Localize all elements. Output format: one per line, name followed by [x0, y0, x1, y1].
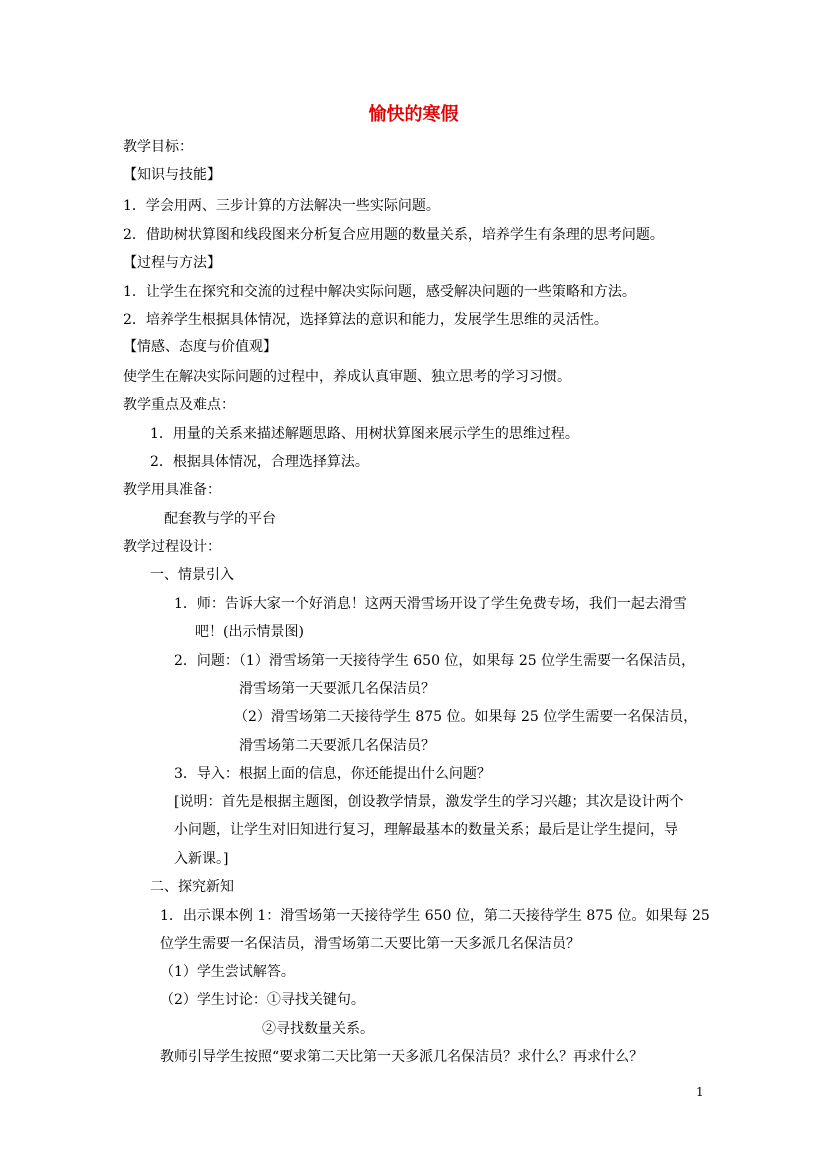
section-heading-process: 【过程与方法】 [123, 255, 221, 271]
paragraph-line: 2．根据具体情况，合理选择算法。 [150, 454, 369, 470]
paragraph-line: 1．用量的关系来描述解题思路、用树状算图来展示学生的思维过程。 [150, 426, 579, 442]
tools-heading: 教学用具准备： [123, 482, 221, 498]
paragraph-line: 2．借助树状算图和线段图来分析复合应用题的数量关系，培养学生有条理的思考问题。 [123, 227, 664, 243]
paragraph-line: （2）滑雪场第二天接待学生 875 位。如果每 25 位学生需要一名保洁员， [234, 709, 698, 725]
page-number: 1 [696, 1085, 704, 1099]
paragraph-line: 滑雪场第二天要派几名保洁员？ [239, 738, 435, 754]
document-title: 愉快的寒假 [368, 104, 459, 125]
paragraph-line: 2．培养学生根据具体情况，选择算法的意识和能力，发展学生思维的灵活性。 [123, 312, 608, 328]
process-heading: 教学过程设计： [123, 539, 221, 555]
paragraph-line: 教师引导学生按照“要求第二天比第一天多派几名保洁员？求什么？再求什么？ [160, 1049, 644, 1065]
key-points-heading: 教学重点及难点： [123, 397, 235, 413]
paragraph-line: 配套教与学的平台 [164, 511, 276, 527]
paragraph-line: ②寻找数量关系。 [262, 1021, 374, 1037]
paragraph-line: 3．导入：根据上面的信息，你还能提出什么问题？ [174, 766, 491, 782]
paragraph-line: 2．问题：（1）滑雪场第一天接待学生 650 位，如果每 25 位学生需要一名保洁员， [174, 653, 696, 669]
paragraph-line: 吧！(出示情景图) [195, 624, 304, 640]
note-line: 小问题，让学生对旧知进行复习，理解最基本的数量关系；最后是让学生提问，导 [174, 822, 678, 838]
paragraph-line: 使学生在解决实际问题的过程中，养成认真审题、独立思考的学习习惯。 [123, 369, 571, 385]
paragraph-line: 滑雪场第一天要派几名保洁员？ [239, 681, 435, 697]
part-heading: 二、探究新知 [150, 879, 234, 895]
section-heading-knowledge: 【知识与技能】 [123, 167, 221, 183]
paragraph-line: （1）学生尝试解答。 [160, 964, 295, 980]
paragraph-line: （2）学生讨论：①寻找关键句。 [160, 992, 365, 1008]
section-heading-emotion: 【情感、态度与价值观】 [123, 339, 277, 355]
paragraph-line: 1．学会用两、三步计算的方法解决一些实际问题。 [123, 198, 440, 214]
objectives-heading: 教学目标： [123, 139, 193, 155]
note-line: [说明：首先是根据主题图，创设教学情景，激发学生的学习兴趣；其次是设计两个 [174, 794, 684, 810]
paragraph-line: 1．师：告诉大家一个好消息！这两天滑雪场开设了学生免费专场，我们一起去滑雪 [174, 596, 687, 612]
paragraph-line: 1．让学生在探究和交流的过程中解决实际问题，感受解决问题的一些策略和方法。 [123, 284, 636, 300]
paragraph-line: 1．出示课本例 1：滑雪场第一天接待学生 650 位，第二天接待学生 875 位。如果每 25 [160, 908, 710, 924]
paragraph-line: 位学生需要一名保洁员，滑雪场第二天要比第一天多派几名保洁员？ [160, 936, 580, 952]
part-heading: 一、情景引入 [150, 567, 234, 583]
note-line: 入新课。] [174, 851, 229, 867]
